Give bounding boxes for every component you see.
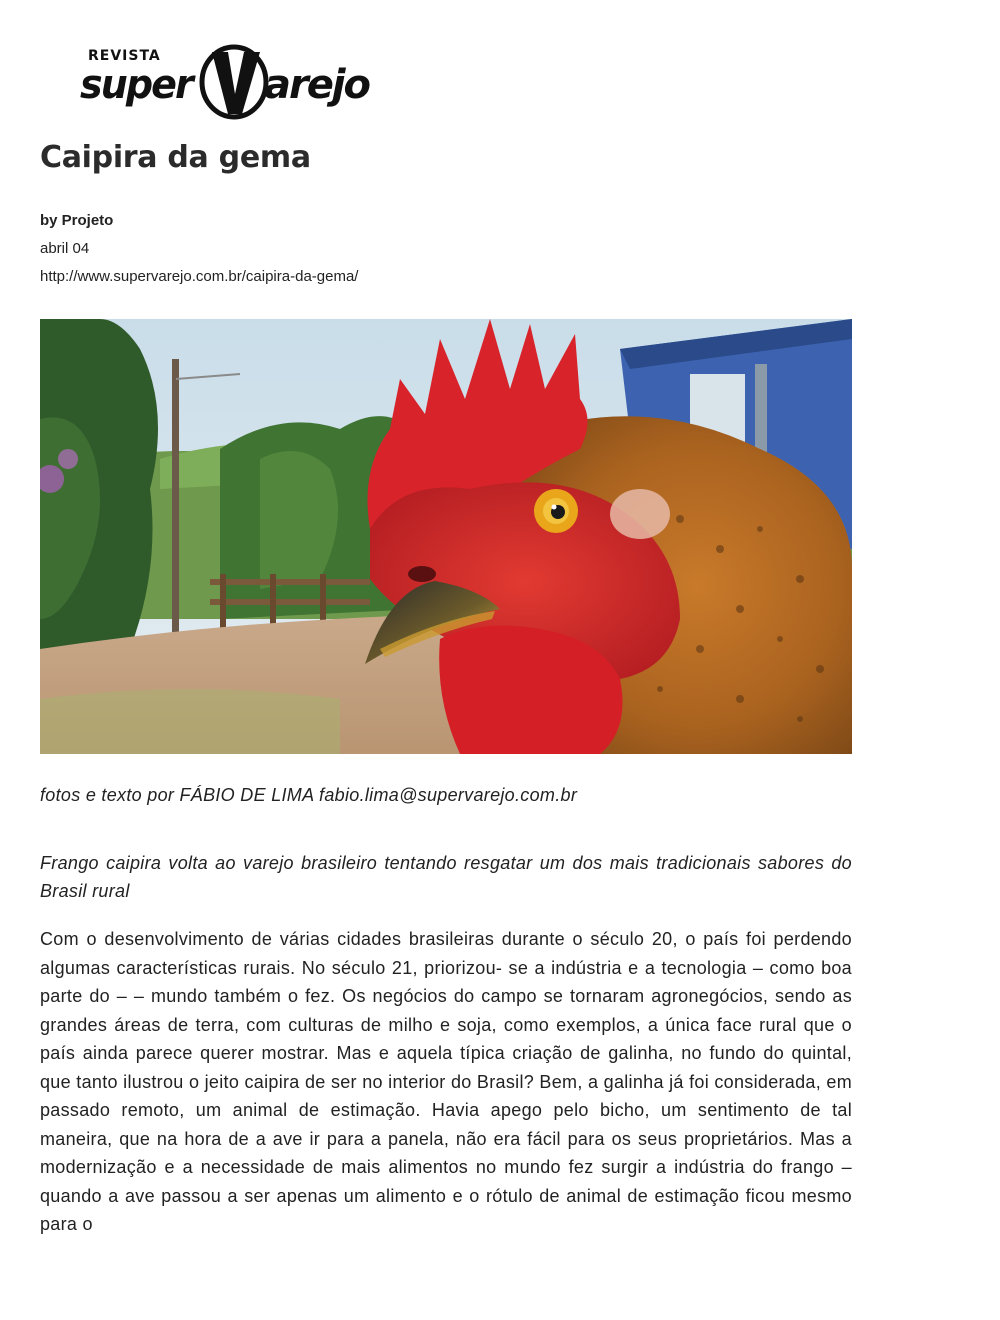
- article-url[interactable]: http://www.supervarejo.com.br/caipira-da-gema/: [40, 268, 359, 285]
- logo-v-mark-icon: [198, 42, 270, 120]
- photo-credit: fotos e texto por FÁBIO DE LIMA fabio.lima@supervarejo.com.br: [40, 785, 578, 805]
- logo-super-text: super: [80, 62, 192, 108]
- logo-revista-text: REVISTA: [88, 48, 161, 64]
- supervarejo-logo[interactable]: [80, 42, 370, 122]
- article-byline: by Projeto: [40, 212, 114, 229]
- article-body: Com o desenvolvimento de várias cidades brasileiras durante o século 20, o país foi perdendo algumas características rurais. No século 21, priorizou- se a indústria e a tecnologia – como boa parte do – – mundo também o fez. Os negócios do campo se tornaram agronegócios, sendo as grandes áreas de terra, com culturas de milho e soja, como exemplos, a única face rural que o país ainda parece querer mostrar. Mas e aquela típica criação de galinha, no fundo do quintal, que tanto ilustrou o jeito caipira de ser no interior do Brasil? Bem, a galinha já foi considerada, em passado remoto, um animal de estimação. Havia apego pelo bicho, um sentimento de tal maneira, que na hora de a ave ir para a panela, não era fácil para os seus proprietários. Mas a modernização e a necessidade de mais alimentos no mundo fez surgir a indústria do frango – quando a ave passou a ser apenas um alimento e o rótulo de animal de estimação ficou mesmo para o: [40, 929, 852, 1234]
- logo-arejo-text: arejo: [264, 62, 370, 108]
- article-title: Caipira da gema: [40, 140, 311, 175]
- article-lead: Frango caipira volta ao varejo brasileiro tentando resgatar um dos mais tradicionais sabores do Brasil rural: [40, 853, 852, 901]
- rooster-illustration-icon: [40, 319, 852, 754]
- article-date: abril 04: [40, 240, 90, 257]
- rooster-photo: [40, 319, 852, 754]
